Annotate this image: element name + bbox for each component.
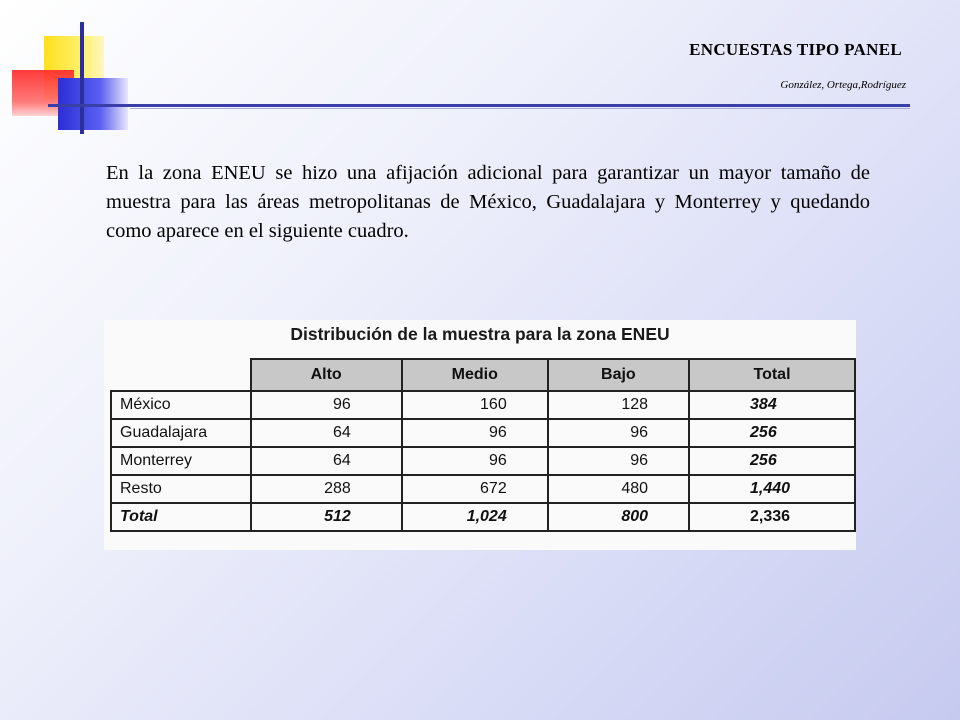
cell-medio: 1,024	[402, 503, 548, 531]
cell-alto: 288	[251, 475, 402, 503]
column-header-bajo: Bajo	[548, 359, 689, 391]
cell-medio: 96	[402, 419, 548, 447]
table-title: Distribución de la muestra para la zona ENEU	[290, 324, 670, 344]
row-label: Guadalajara	[111, 419, 251, 447]
table-corner-cell	[111, 359, 251, 391]
vertical-line-decoration	[80, 22, 84, 134]
row-label: Monterrey	[111, 447, 251, 475]
cell-bajo: 800	[548, 503, 689, 531]
cell-medio: 96	[402, 447, 548, 475]
cell-medio: 672	[402, 475, 548, 503]
slide-title: ENCUESTAS TIPO PANEL	[689, 40, 902, 59]
cell-bajo: 480	[548, 475, 689, 503]
cell-medio: 160	[402, 391, 548, 419]
distribution-table-figure	[104, 320, 856, 550]
column-header-medio: Medio	[402, 359, 548, 391]
column-header-alto: Alto	[251, 359, 402, 391]
row-label: México	[111, 391, 251, 419]
cell-total: 256	[689, 447, 855, 475]
row-label: Total	[111, 503, 251, 531]
table-row	[111, 391, 855, 419]
cell-total: 384	[689, 391, 855, 419]
cell-alto: 512	[251, 503, 402, 531]
table-row	[111, 475, 855, 503]
distribution-table	[110, 358, 856, 532]
table-row	[111, 419, 855, 447]
cell-bajo: 96	[548, 419, 689, 447]
table-total-row	[111, 503, 855, 531]
cell-alto: 64	[251, 419, 402, 447]
header-divider-shadow	[130, 108, 910, 109]
body-paragraph: En la zona ENEU se hizo una afijación adicional para garantizar un mayor tamaño de muestra para las áreas metropolitanas de México, Guadalajara y Monterrey y quedando como aparece en el siguiente cuadro.	[106, 162, 870, 242]
cell-total: 256	[689, 419, 855, 447]
table-row	[111, 447, 855, 475]
cell-alto: 96	[251, 391, 402, 419]
cell-total: 1,440	[689, 475, 855, 503]
slide-authors: González, Ortega,Rodríguez	[780, 79, 906, 91]
cell-bajo: 128	[548, 391, 689, 419]
row-label: Resto	[111, 475, 251, 503]
cell-alto: 64	[251, 447, 402, 475]
cell-total: 2,336	[689, 503, 855, 531]
table-header-row	[111, 359, 855, 391]
header-divider	[48, 104, 910, 107]
decorative-logo	[0, 0, 140, 140]
column-header-total: Total	[689, 359, 855, 391]
cell-bajo: 96	[548, 447, 689, 475]
